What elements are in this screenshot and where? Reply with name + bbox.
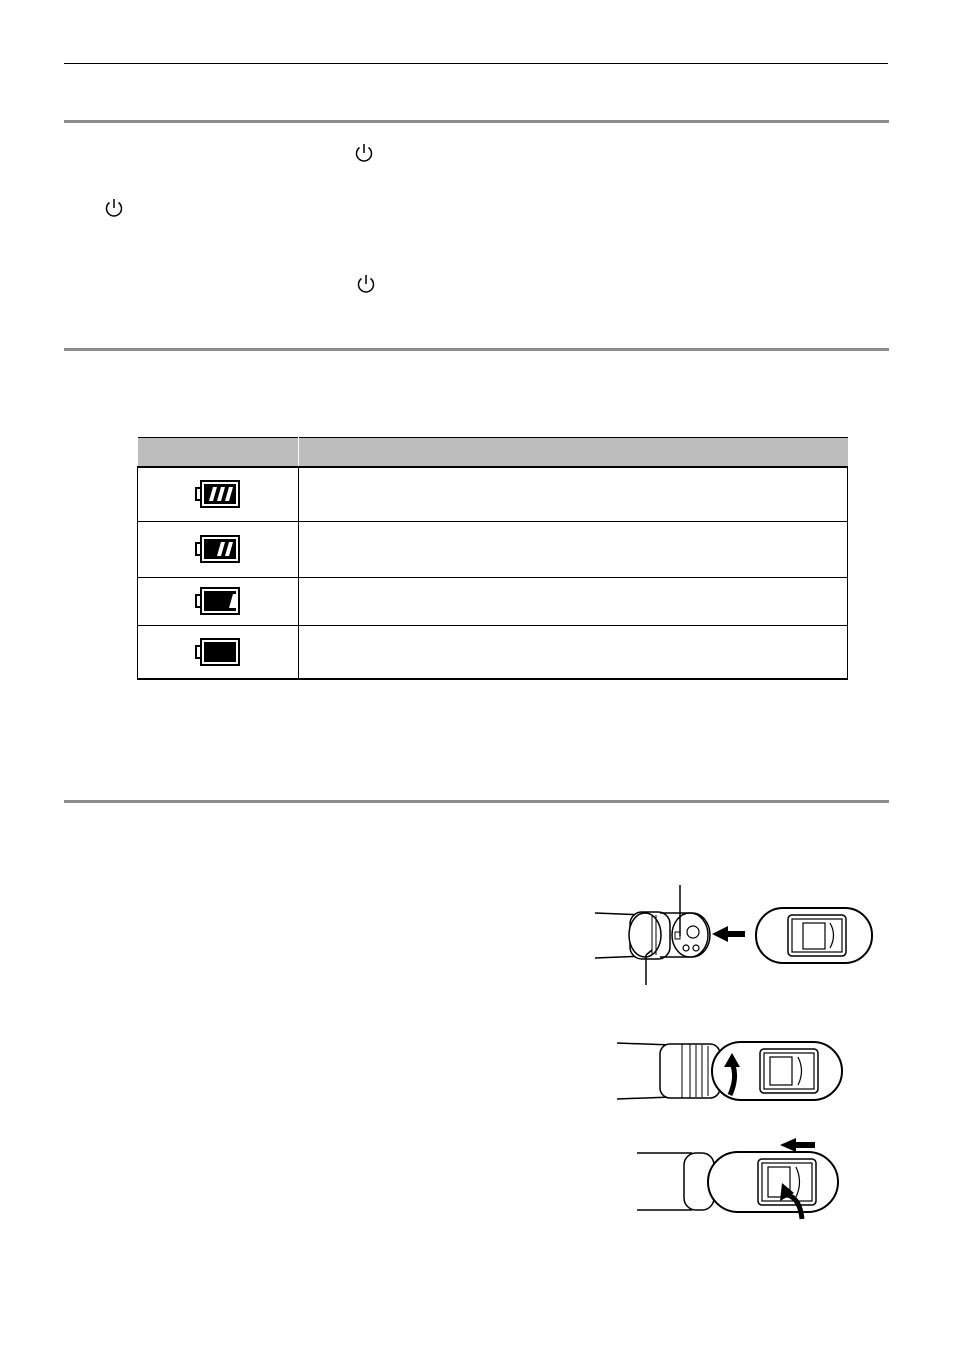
section-divider-battery — [64, 348, 889, 351]
table-row — [138, 577, 848, 625]
power-icon — [353, 142, 375, 164]
table-cell-description — [298, 625, 848, 679]
table-row — [138, 521, 848, 577]
battery-one-third-icon — [193, 584, 243, 618]
battery-empty-icon — [193, 635, 243, 669]
table-cell-icon — [138, 577, 299, 625]
table-cell-icon — [138, 467, 299, 521]
connector-rotate-figure — [612, 1035, 852, 1115]
connector-lock-figure — [632, 1135, 847, 1220]
battery-full-icon — [193, 477, 243, 511]
table-cell-description — [298, 521, 848, 577]
table-cell-icon — [138, 625, 299, 679]
table-cell-description — [298, 577, 848, 625]
power-icon — [355, 273, 377, 295]
section-divider-connection — [64, 800, 889, 803]
power-icon — [103, 197, 125, 219]
table-cell-icon — [138, 521, 299, 577]
table-header-cell — [298, 438, 848, 468]
page-header-rule — [64, 63, 888, 64]
table-header-row — [138, 438, 848, 468]
table-row — [138, 625, 848, 679]
table-cell-description — [298, 467, 848, 521]
table-header-cell — [138, 438, 299, 468]
battery-two-thirds-icon — [193, 532, 243, 566]
battery-level-table — [137, 437, 848, 680]
section-divider-power — [64, 120, 889, 123]
table-row — [138, 467, 848, 521]
connector-attach-figure — [590, 880, 880, 990]
